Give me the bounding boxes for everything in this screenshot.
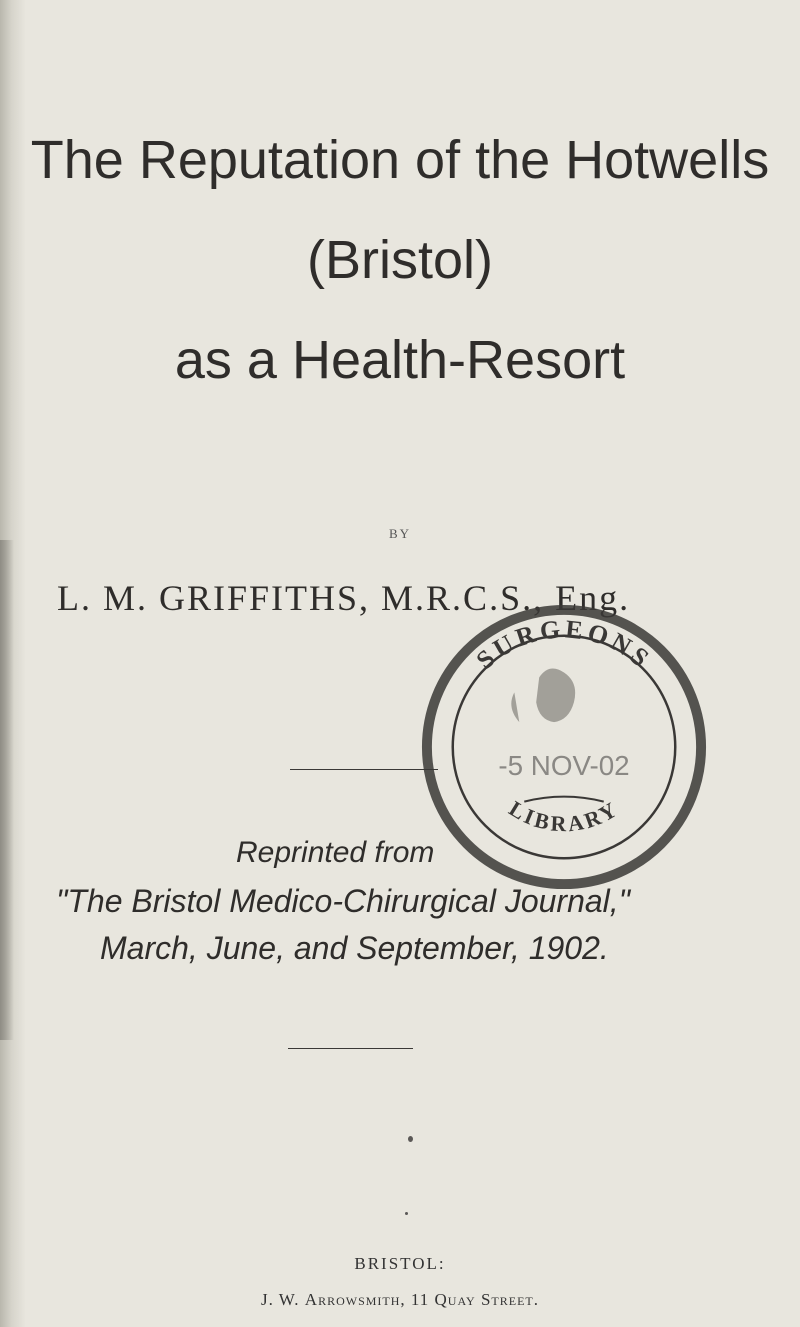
- imprint-place: BRISTOL:: [354, 1254, 446, 1273]
- book-spine-shadow: [0, 540, 14, 1040]
- ink-speck: [405, 1212, 408, 1215]
- printer-name-address: Arrowsmith, 11 Quay Street.: [304, 1290, 539, 1309]
- stamp-crest-icon: [511, 669, 575, 723]
- printer-initials: J. W.: [261, 1290, 300, 1309]
- divider-rule-lower: [288, 1048, 413, 1049]
- journal-title: "The Bristol Medico-Chirurgical Journal,": [56, 883, 631, 919]
- library-stamp-seal: [415, 598, 713, 896]
- imprint-printer: [0, 1290, 800, 1310]
- stamp-top-text: SURGEONS: [470, 614, 658, 675]
- title-line-1: The Reputation of the Hotwells: [30, 130, 770, 190]
- author-name: L. M. GRIFFITHS, M.R.C.S., Eng.: [57, 578, 631, 618]
- reprinted-from: Reprinted from: [236, 836, 435, 869]
- stamp-bottom-text: LIBRARY: [504, 796, 624, 837]
- title-line-2: (Bristol): [307, 230, 493, 290]
- stamp-date-text: -5 NOV-02: [498, 749, 630, 781]
- by-label: BY: [388, 526, 412, 541]
- ink-speck: [408, 1136, 413, 1142]
- issue-dates: March, June, and September, 1902.: [100, 930, 609, 966]
- title-line-3: as a Health-Resort: [174, 330, 626, 390]
